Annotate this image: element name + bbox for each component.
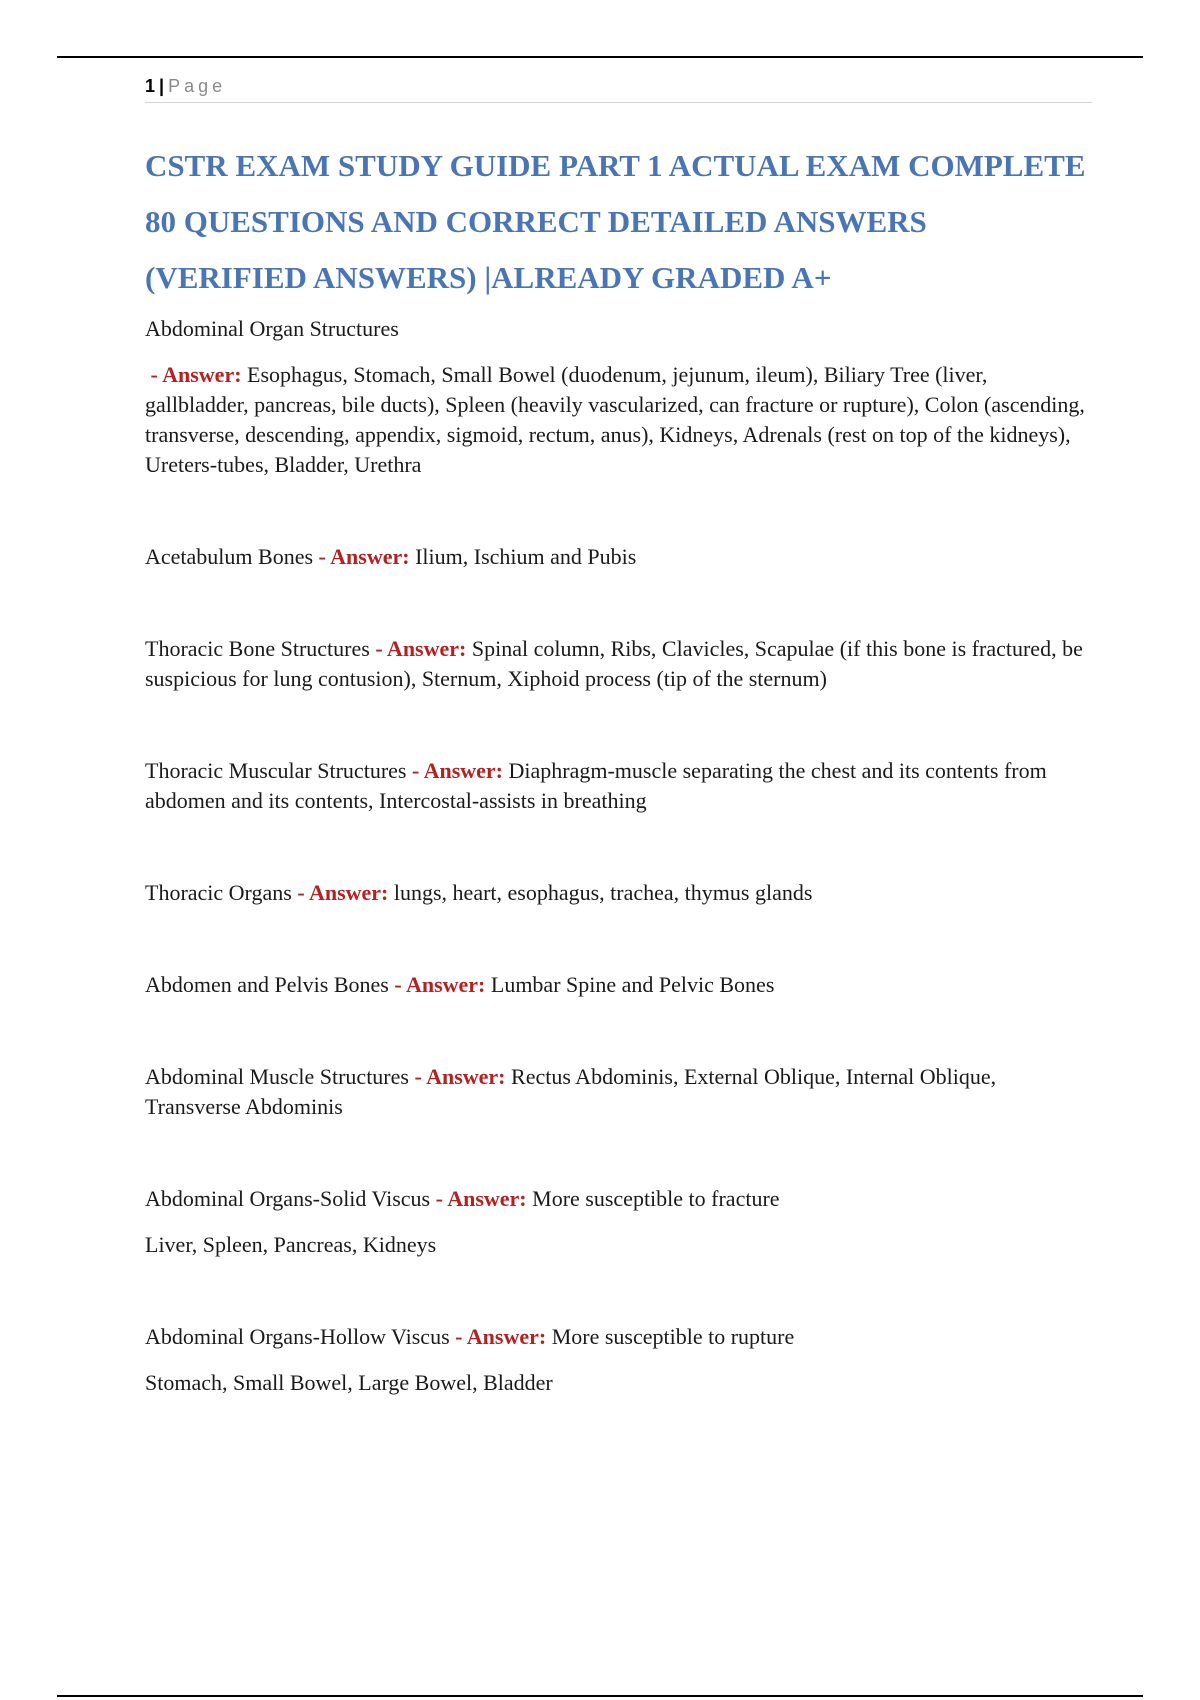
answer-label: - Answer:	[394, 972, 486, 997]
qa-line	[145, 634, 1092, 694]
question-text: Abdominal Organs-Solid Viscus	[145, 1186, 431, 1211]
answer-text: Lumbar Spine and Pelvic Bones	[490, 972, 775, 997]
top-rule	[57, 56, 1143, 58]
question-text: Abdominal Muscle Structures	[145, 1064, 409, 1089]
answer-text: More susceptible to fracture	[532, 1186, 780, 1211]
qa-line	[145, 1322, 1092, 1352]
answer-label: - Answer:	[318, 544, 410, 569]
answer-label: - Answer:	[455, 1324, 547, 1349]
qa-line	[145, 1184, 1092, 1214]
answer-label: - Answer:	[375, 636, 467, 661]
answer-extra: Liver, Spleen, Pancreas, Kidneys	[145, 1232, 437, 1257]
qa-item	[145, 542, 1092, 572]
qa-item	[145, 1322, 1092, 1398]
question-text: Abdominal Organs-Hollow Viscus	[145, 1324, 450, 1349]
qa-item	[145, 634, 1092, 694]
qa-line	[145, 756, 1092, 816]
page-label: Page	[168, 76, 227, 96]
answer-text: Rectus Abdominis, External Oblique, Internal Oblique, Transverse Abdominis	[145, 1064, 997, 1119]
page-header	[145, 74, 1092, 103]
answer-label: - Answer:	[414, 1064, 506, 1089]
question-text: Acetabulum Bones	[145, 544, 314, 569]
answer-label: - Answer:	[150, 362, 242, 387]
qa-item	[145, 1062, 1092, 1122]
qa-line	[145, 1062, 1092, 1122]
answer-text: Ilium, Ischium and Pubis	[415, 544, 637, 569]
qa-item	[145, 756, 1092, 816]
document-body	[145, 138, 1092, 1460]
answer-text: More susceptible to rupture	[551, 1324, 795, 1349]
answer-text: Esophagus, Stomach, Small Bowel (duodenum, jejunum, ileum), Biliary Tree (liver, gallbladder, pancreas, bile ducts), Spleen (heavily vascularized, can fracture or rupture), Colon (ascending, transverse, descending, appendix, sigmoid, rectum, anus), Kidneys, Adrenals (rest on top of the kidneys), Ureters-tubes, Bladder, Urethra	[145, 362, 1085, 477]
answer-line	[145, 360, 1092, 480]
question-text: Thoracic Muscular Structures	[145, 758, 407, 783]
qa-line	[145, 970, 1092, 1000]
qa-item	[145, 970, 1092, 1000]
page-number: 1	[145, 76, 156, 96]
bottom-rule	[57, 1695, 1143, 1697]
question-text: Thoracic Bone Structures	[145, 636, 370, 661]
answer-extra: Stomach, Small Bowel, Large Bowel, Bladder	[145, 1370, 553, 1395]
question-text: Abdominal Organ Structures	[145, 316, 399, 341]
document-title: CSTR EXAM STUDY GUIDE PART 1 ACTUAL EXAM COMPLETE 80 QUESTIONS AND CORRECT DETAILED ANSWERS (VERIFIED ANSWERS) |ALREADY GRADED A+	[145, 148, 1086, 295]
answer-text: Diaphragm-muscle separating the chest and its contents from abdomen and its contents, Intercostal-assists in breathing	[145, 758, 1047, 813]
answer-label: - Answer:	[411, 758, 504, 783]
answer-label: - Answer:	[435, 1186, 527, 1211]
qa-item	[145, 878, 1092, 908]
answer-text: Spinal column, Ribs, Clavicles, Scapulae (if this bone is fractured, be suspicious for lung contusion), Sternum, Xiphoid process (tip of the sternum)	[145, 636, 1083, 691]
qa-line	[145, 542, 1092, 572]
answer-label: - Answer:	[297, 880, 389, 905]
answer-text: lungs, heart, esophagus, trachea, thymus glands	[393, 880, 813, 905]
page-separator: |	[159, 76, 165, 96]
qa-item	[145, 1184, 1092, 1260]
qa-item	[145, 314, 1092, 480]
qa-line	[145, 878, 1092, 908]
question-text: Abdomen and Pelvis Bones	[145, 972, 389, 997]
question-text: Thoracic Organs	[145, 880, 292, 905]
